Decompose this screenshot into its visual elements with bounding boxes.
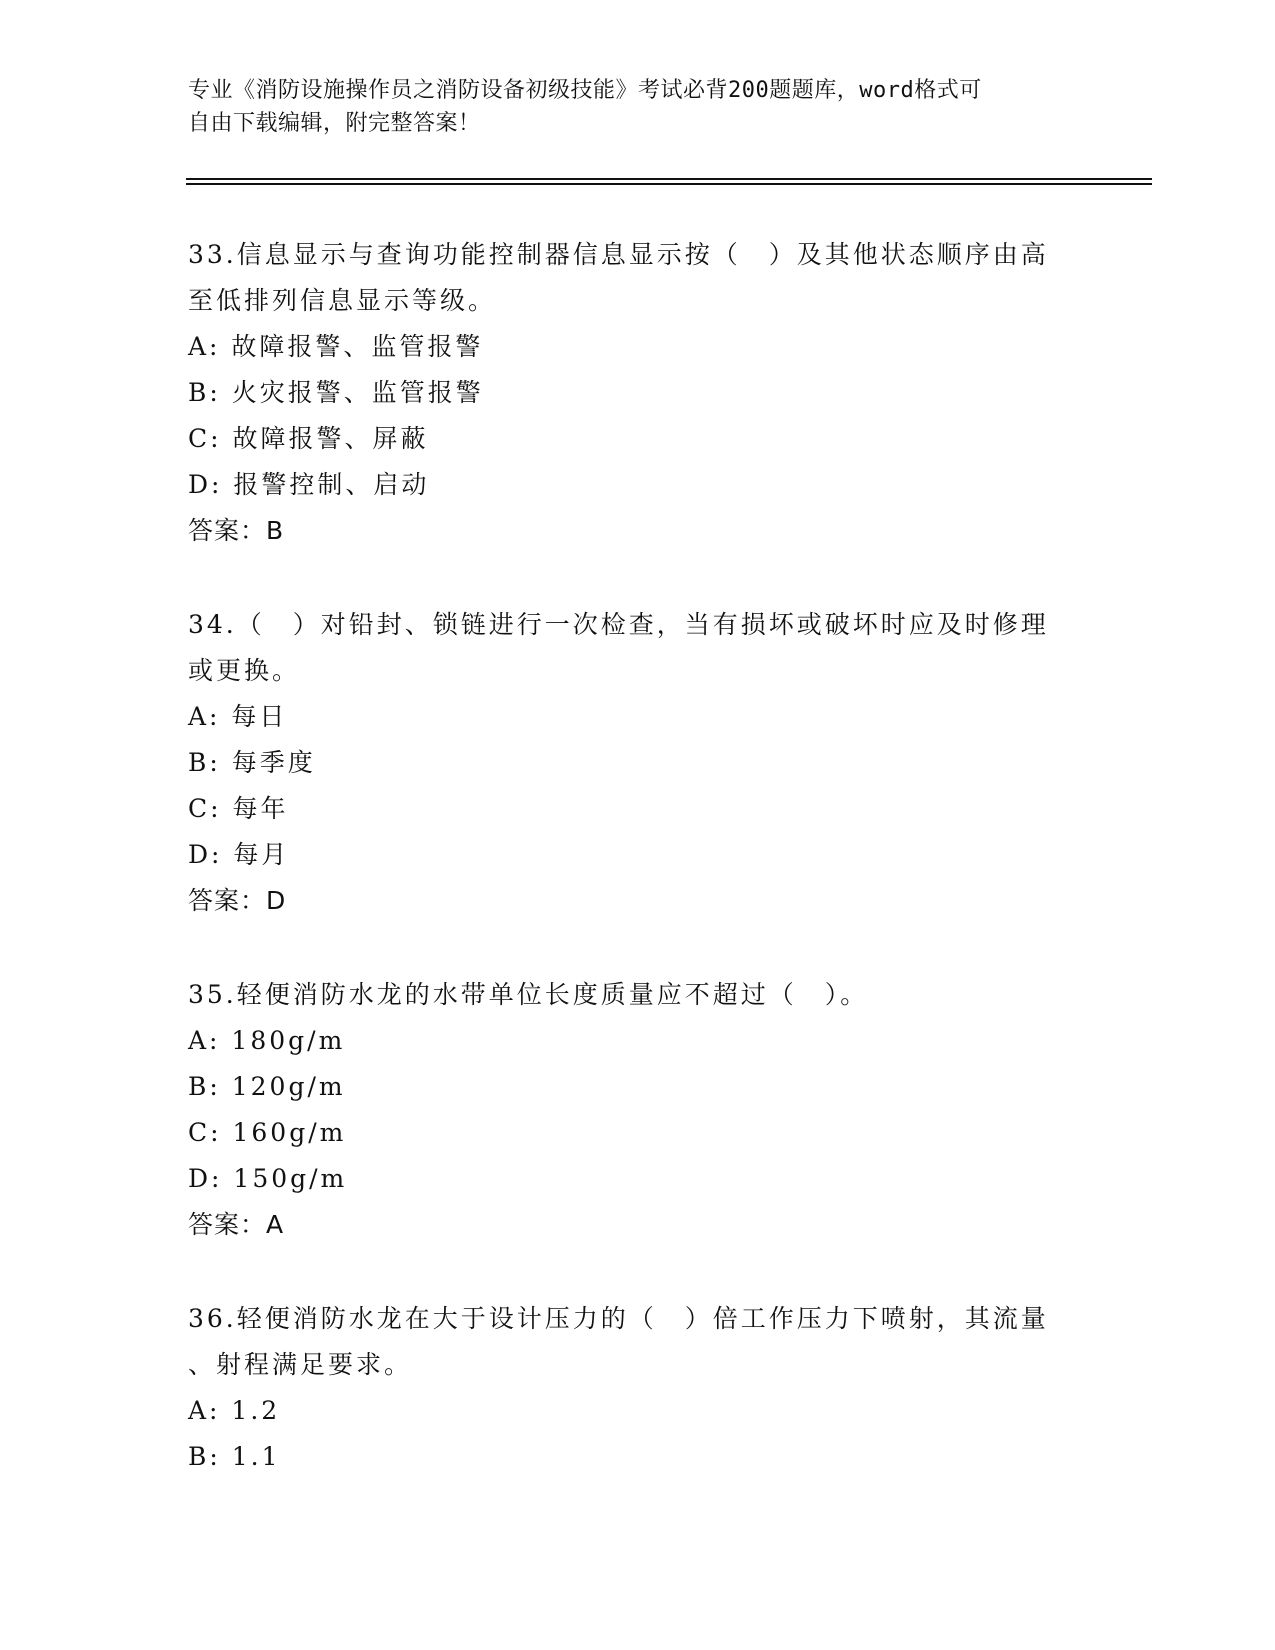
option-a: A: 180g/m — [188, 1026, 346, 1055]
question-list — [188, 232, 1088, 1528]
question-text-line-2: 或更换。 — [188, 656, 301, 685]
header-divider-top — [186, 178, 1152, 180]
option-a: A: 每日 — [188, 702, 288, 731]
option-b: B: 120g/m — [188, 1072, 346, 1101]
document-header — [188, 74, 1068, 140]
answer: 答案：A — [188, 1210, 285, 1239]
question-text-line-1: 35.轻便消防水龙的水带单位长度质量应不超过（ ）。 — [188, 980, 869, 1009]
question-text-line-1: 36.轻便消防水龙在大于设计压力的（ ）倍工作压力下喷射，其流量 — [188, 1304, 1049, 1333]
option-d: D: 报警控制、启动 — [188, 470, 430, 499]
question-33 — [188, 232, 1088, 554]
option-b: B: 每季度 — [188, 748, 316, 777]
option-c: C: 每年 — [188, 794, 289, 823]
option-c: C: 故障报警、屏蔽 — [188, 424, 429, 453]
question-35 — [188, 972, 1088, 1248]
header-divider-bottom — [186, 183, 1152, 185]
question-36 — [188, 1296, 1088, 1480]
question-text-line-2: 至低排列信息显示等级。 — [188, 286, 497, 315]
option-b: B: 1.1 — [188, 1442, 281, 1471]
header-line-2: 自由下载编辑，附完整答案！ — [188, 111, 481, 136]
option-d: D: 150g/m — [188, 1164, 348, 1193]
question-text-line-1: 34.（ ）对铅封、锁链进行一次检查，当有损坏或破坏时应及时修理 — [188, 610, 1049, 639]
option-d: D: 每月 — [188, 840, 290, 869]
option-a: A: 故障报警、监管报警 — [188, 332, 484, 361]
answer: 答案：B — [188, 516, 285, 545]
answer: 答案：D — [188, 886, 287, 915]
option-c: C: 160g/m — [188, 1118, 347, 1147]
question-text-line-2: 、射程满足要求。 — [188, 1350, 413, 1379]
question-text-line-1: 33.信息显示与查询功能控制器信息显示按（ ）及其他状态顺序由高 — [188, 240, 1049, 269]
option-a: A: 1.2 — [188, 1396, 281, 1425]
option-b: B: 火灾报警、监管报警 — [188, 378, 484, 407]
question-34 — [188, 602, 1088, 924]
header-line-1: 专业《消防设施操作员之消防设备初级技能》考试必背200题题库，word格式可 — [188, 78, 982, 103]
